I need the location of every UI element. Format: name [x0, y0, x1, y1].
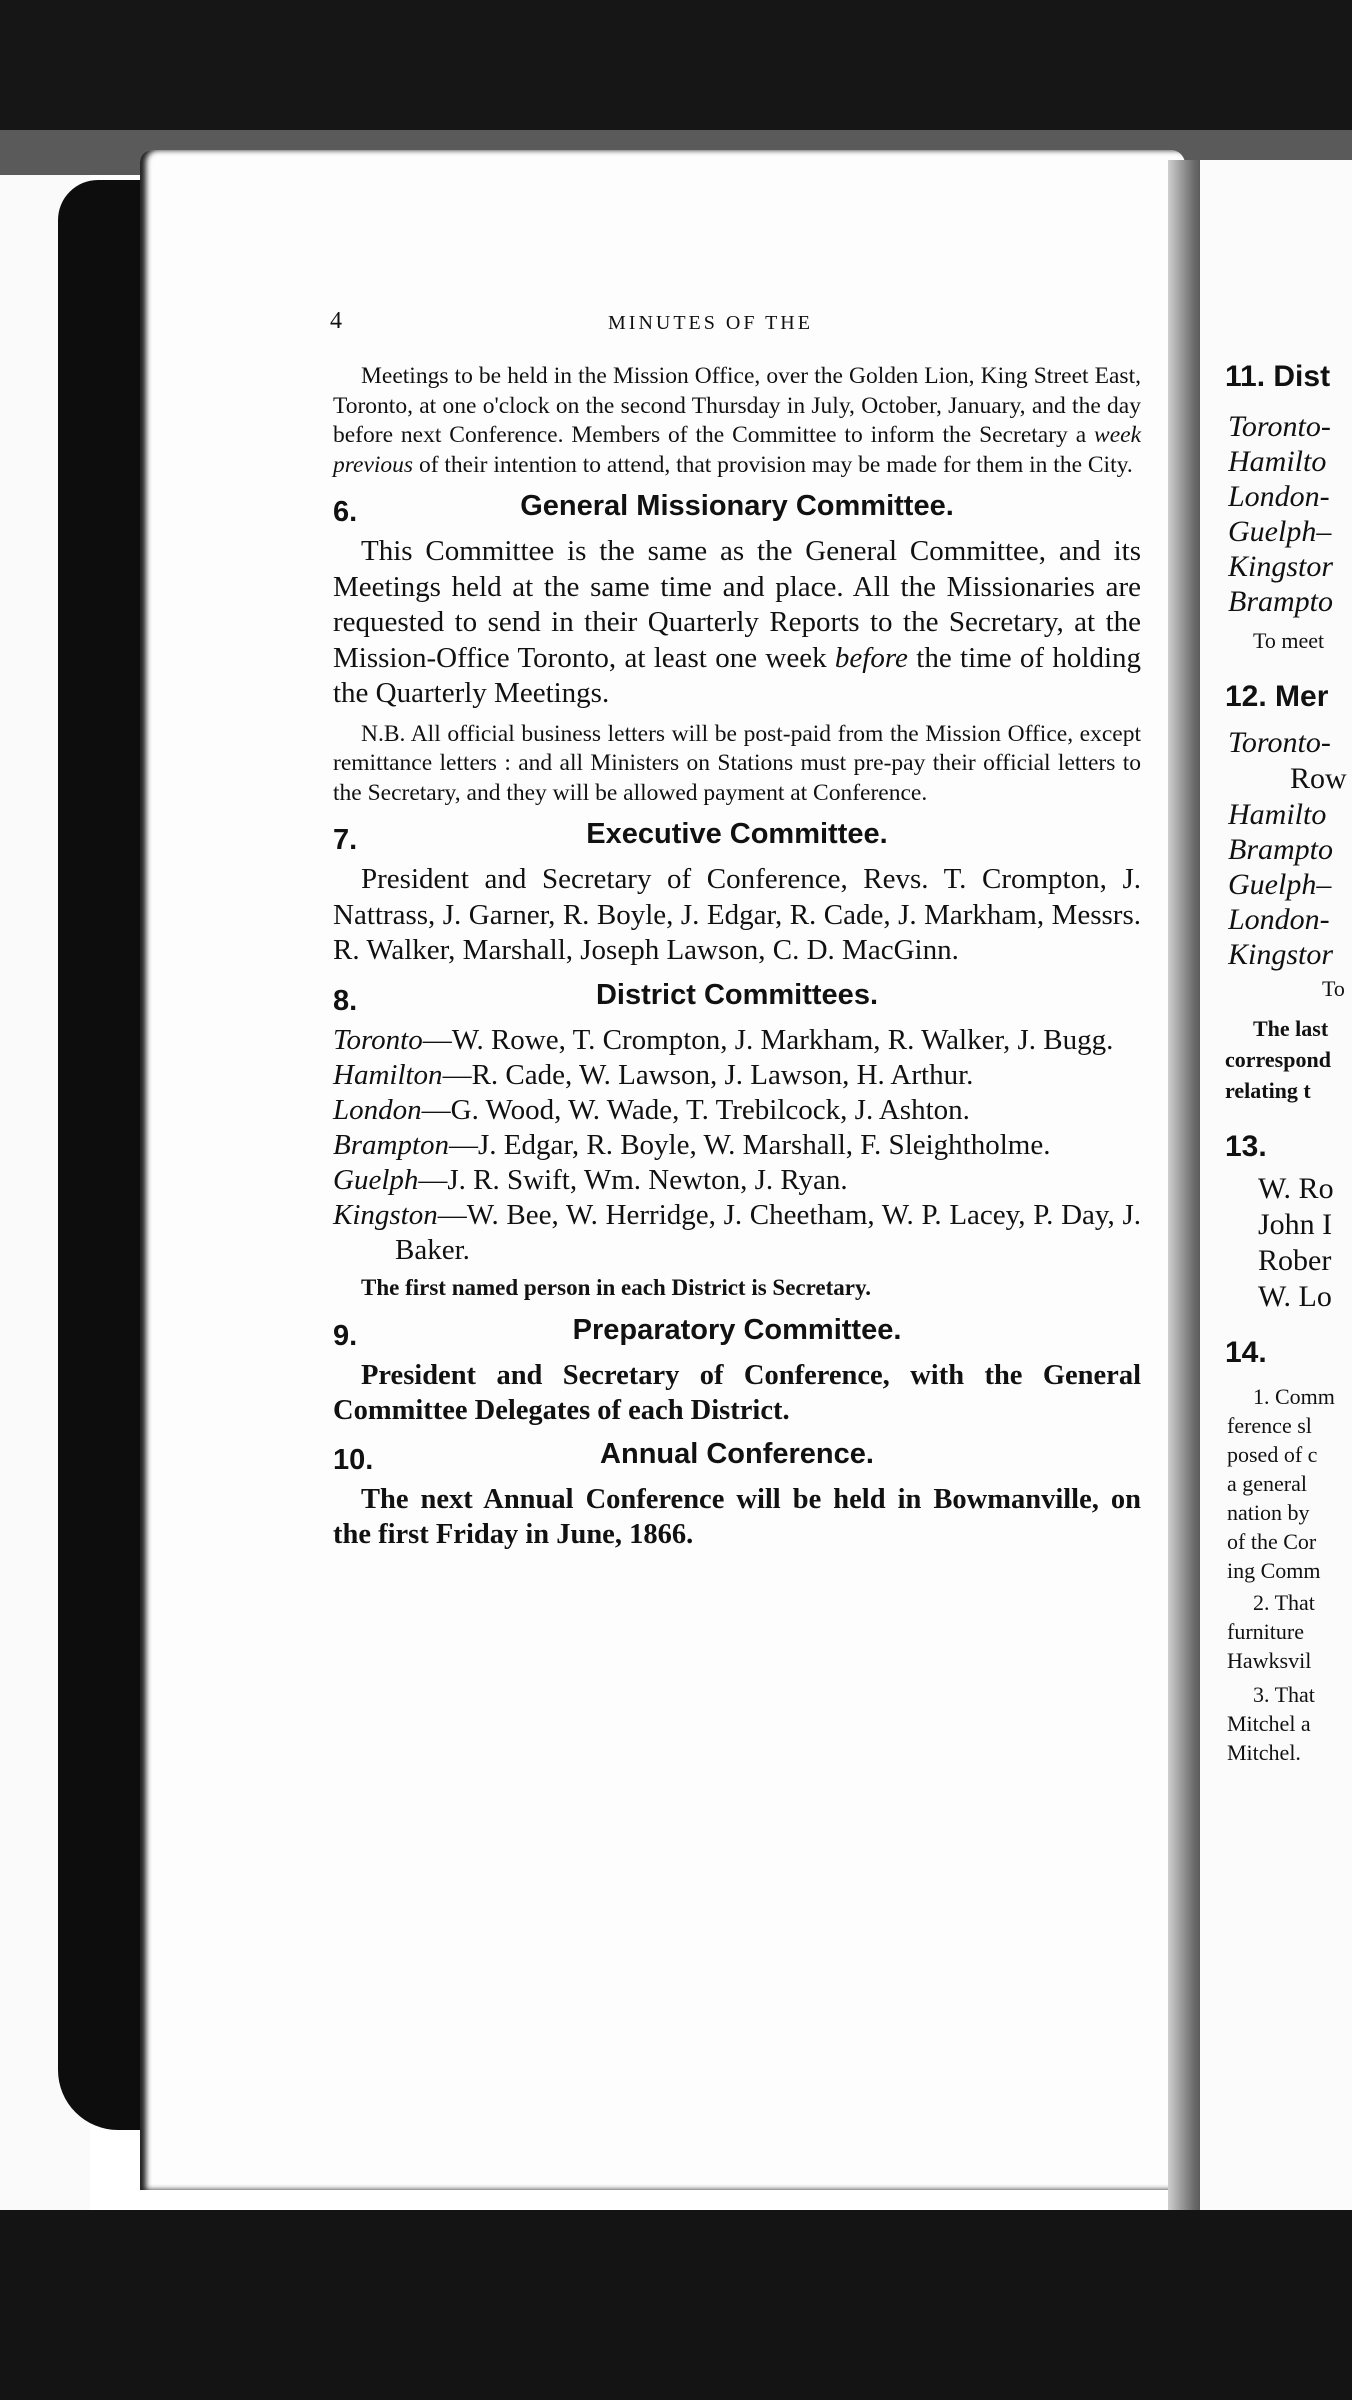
section-title: Annual Conference. [600, 1437, 874, 1470]
district-name: London [333, 1093, 422, 1126]
section-number: 10. [333, 1443, 374, 1476]
right-page-line: Brampto [1228, 585, 1333, 618]
section-8-note: The first named person in each District is Secretary. [361, 1274, 871, 1300]
section-6-note: N.B. All official business letters will be post-paid from the Mission Office, except remittance letters : and all Ministers on Stations must pre-pay their official letters to the Secretary, and they will be allowed payment at Conference. [333, 720, 1141, 806]
district-name: Brampton [333, 1128, 449, 1161]
section-6-heading [333, 490, 1141, 534]
section-title: Executive Committee. [586, 818, 888, 850]
right-page-line: relating t [1225, 1078, 1311, 1103]
section-8-heading [333, 979, 1141, 1023]
right-page-line: Hawksvil [1227, 1648, 1312, 1673]
right-page-line: Toronto- [1228, 726, 1331, 759]
right-page-line: Guelph– [1228, 868, 1332, 901]
book-page-edges [58, 180, 153, 2130]
right-page-line: correspond [1225, 1047, 1331, 1072]
running-title: MINUTES OF THE [608, 312, 813, 334]
section-title: Preparatory Committee. [572, 1313, 902, 1346]
section-6-text: This Committee is the same as the General Committee, and its Meetings held at the same time and place. All the Missionaries are requested to send in their Quarterly Reports to the Secretary, at the Mission-Office Toronto, at least one week before the time of holding the Quarterly Meetings. [333, 535, 1142, 709]
right-page-line: 3. That [1253, 1682, 1315, 1707]
right-page-line: Row [1290, 762, 1347, 795]
right-page-line: Hamilto [1228, 445, 1327, 478]
right-page-line: Toronto- [1228, 410, 1331, 443]
right-page-line: 2. That [1253, 1590, 1315, 1615]
main-text-column [333, 362, 1141, 1552]
district-entry: Toronto—W. Rowe, T. Crompton, J. Markham, R. Walker, J. Bugg. [333, 1023, 1114, 1056]
right-page-line: W. Lo [1258, 1280, 1332, 1313]
right-page-line: Kingstor [1228, 938, 1334, 971]
right-page-line: 1. Comm [1253, 1384, 1335, 1409]
right-page-line: 12. Mer [1225, 680, 1329, 713]
section-number: 7. [333, 824, 358, 856]
right-page-line: nation by [1227, 1500, 1310, 1525]
district-entry: Hamilton—R. Cade, W. Lawson, J. Lawson, H. Arthur. [333, 1058, 974, 1091]
intro-paragraph: Meetings to be held in the Mission Office, over the Golden Lion, King Street East, Toronto, at one o'clock on the second Thursday in July, October, January, and the day before next Conference. Members of the Committee to inform the Secretary a week previous of their intention to attend, that provision may be made for them in the City. [333, 363, 1141, 478]
district-entry: Guelph—J. R. Swift, Wm. Newton, J. Ryan. [333, 1163, 848, 1196]
section-6-emphasis: before [834, 641, 908, 674]
right-page-line: 13. [1225, 1130, 1267, 1163]
right-page-line: Hamilto [1228, 798, 1327, 831]
right-page-line: a general [1227, 1471, 1307, 1496]
district-name: Kingston [333, 1198, 438, 1231]
section-7-text: President and Secretary of Conference, Revs. T. Crompton, J. Nattrass, J. Garner, R. Boyle, J. Edgar, R. Cade, J. Markham, Messrs. R. Walker, Marshall, Joseph Lawson, C. D. MacGinn. [333, 863, 1141, 966]
section-number: 9. [333, 1319, 358, 1352]
scan-top-border [0, 0, 1352, 130]
district-name: Guelph [333, 1163, 419, 1196]
right-page-line: Mitchel a [1227, 1711, 1311, 1736]
intro-emphasis: week previous [333, 422, 1141, 478]
right-page-line: John I [1258, 1208, 1333, 1241]
right-page-line: Mitchel. [1227, 1740, 1301, 1765]
section-9-heading [333, 1314, 1141, 1358]
right-page-line: Kingstor [1228, 550, 1334, 583]
right-page-line: W. Ro [1258, 1172, 1334, 1205]
scan-bottom-border [0, 2210, 1352, 2400]
right-page-line: London- [1228, 480, 1330, 513]
right-page-line: ference sl [1227, 1413, 1312, 1438]
section-10-text: The next Annual Conference will be held in Bowmanville, on the first Friday in June, 1866. [333, 1483, 1141, 1550]
right-page-line: ing Comm [1227, 1558, 1321, 1583]
district-entry: Kingston—W. Bee, W. Herridge, J. Cheetham, W. P. Lacey, P. Day, J. Baker. [333, 1198, 1141, 1266]
district-name: Toronto [333, 1023, 423, 1056]
section-title: District Committees. [595, 978, 878, 1011]
section-7-heading [333, 818, 1141, 862]
right-page-line: of the Cor [1227, 1529, 1317, 1554]
right-page-line: The last [1253, 1016, 1329, 1041]
right-page-line: Brampto [1228, 833, 1333, 866]
district-entry: Brampton—J. Edgar, R. Boyle, W. Marshall, F. Sleightholme. [333, 1128, 1051, 1161]
right-page-line: Guelph– [1228, 515, 1332, 548]
right-page-line: 11. Dist [1225, 360, 1331, 393]
section-title: General Missionary Committee. [520, 490, 954, 522]
section-number: 8. [333, 984, 358, 1017]
right-page-line: To meet [1253, 628, 1325, 653]
right-page-line: posed of c [1227, 1442, 1318, 1467]
right-page-line: furniture [1227, 1619, 1304, 1644]
section-10-heading [333, 1438, 1141, 1482]
right-page-line: London- [1228, 903, 1330, 936]
right-page-line: To [1322, 976, 1345, 1001]
district-name: Hamilton [333, 1058, 443, 1091]
section-9-text: President and Secretary of Conference, with the General Committee Delegates of each District. [333, 1359, 1141, 1426]
right-page-line: Rober [1258, 1244, 1332, 1277]
page-number: 4 [330, 308, 342, 334]
district-entry: London—G. Wood, W. Wade, T. Trebilcock, J. Ashton. [333, 1093, 970, 1126]
section-number: 6. [333, 496, 358, 528]
right-page-line: 14. [1225, 1336, 1267, 1369]
